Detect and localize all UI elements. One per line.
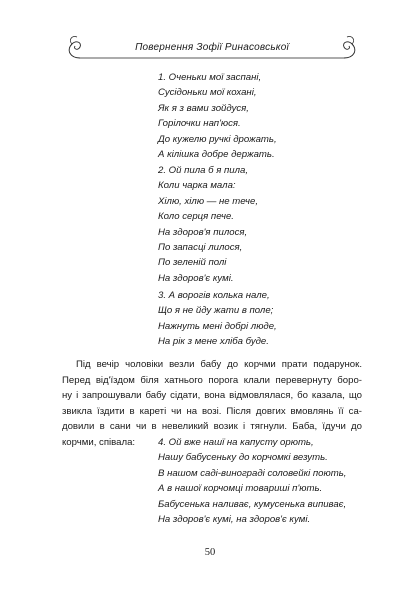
page-number: 50 (204, 547, 216, 558)
verse-line: По зеленій полі (158, 257, 227, 269)
verse-line: По запасці лилося, (158, 242, 243, 254)
verse-line: Коло серця пече. (158, 211, 234, 223)
verse-4 (158, 435, 388, 527)
verse-line: Як я з вами зойдуся, (158, 102, 249, 114)
verse-line: 2. Ой пила б я пила, (158, 165, 249, 176)
running-header (62, 32, 362, 66)
verse-line: Горілочки нап'юся. (158, 118, 241, 130)
verse-line: Сусідоньки мої кохані, (158, 87, 257, 99)
verse-line: 3. А ворогів колька нале, (158, 290, 270, 301)
verse-line: На рік з мене хліба буде. (158, 336, 269, 348)
header-title: Повернення Зофії Ринасовської (135, 42, 289, 53)
verse-2 (158, 163, 388, 286)
verse-line: Що я не йду жати в поле; (158, 305, 274, 317)
verse-line: 4. Ой вже нашї на капусту орють, (158, 437, 314, 448)
verse-line: А в нашої корчомці товариші п'ють. (158, 483, 323, 495)
verse-line: До кужелю ручкі дрожать, (158, 133, 277, 145)
prose-line: довили в сани чи в невеликий возик і тягнули. Баба, їдучи до (62, 421, 362, 432)
verse-line: На здоров'є кумі. (158, 272, 234, 284)
verse-line: А кілішка добре держать. (158, 149, 275, 161)
verse-1 (158, 70, 388, 162)
verse-line: Нашу бабусеньку до корчомкі везуть. (158, 452, 328, 464)
verse-line: На здоров'я пилося, (158, 226, 248, 238)
prose-line: Перед від'їздом біля хатнього порога клали перевернуту боро- (62, 374, 362, 386)
prose-line: звикла їздити в кареті чи на возі. Після довгих вмовлянь її са- (62, 405, 362, 417)
verse-line: Нажнуть мені добрі люде, (158, 320, 277, 332)
verse-line: Коли чарка мала: (158, 180, 236, 192)
verse-line: Хілю, хілю — не тече, (158, 195, 258, 207)
prose-line: Під вечір чоловіки везли бабу до корчми прати подарунок. (76, 359, 362, 370)
prose-line: корчми, співала: (62, 436, 136, 448)
verse-line: 1. Оченьки мої заспані, (158, 72, 262, 83)
verse-line: В нашом саді-винограді соловейкі поють, (158, 467, 347, 479)
prose-line: ну і запрошували бабу сідати, вона відмовлялася, бо казала, що (62, 390, 362, 401)
verse-3 (158, 288, 388, 350)
verse-line: Бабусенька наливає, кумусенька випиває, (158, 498, 347, 510)
verse-line: На здоров'є кумі, на здоров'є кумі. (158, 514, 311, 526)
